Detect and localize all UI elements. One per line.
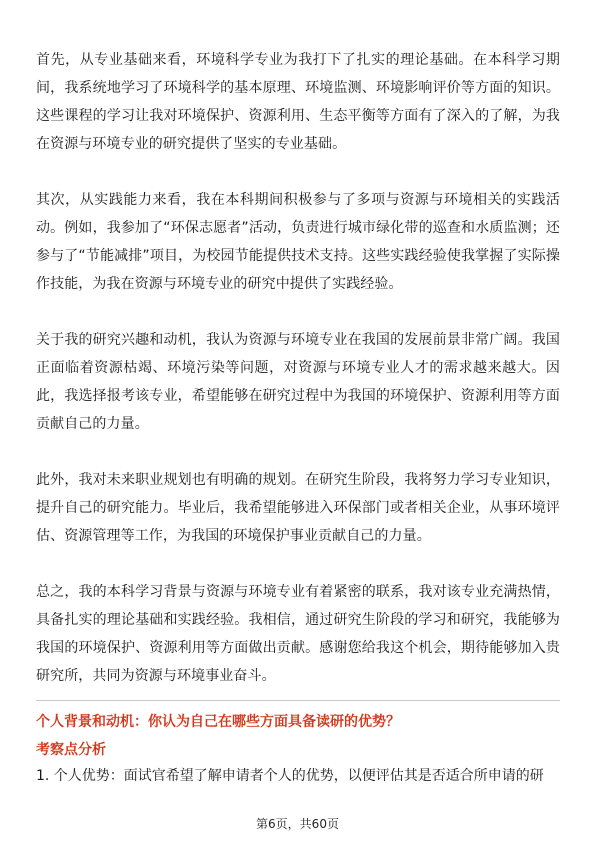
section-divider xyxy=(36,700,560,701)
document-body xyxy=(36,46,560,789)
analysis-heading: 考察点分析 xyxy=(36,742,106,758)
paragraph-conclusion: 总之，我的本科学习背景与资源与环境专业有着紧密的联系，我对该专业充满热情，具备扎实的理论基础和实践经验。我相信，通过研究生阶段的学习和研究，我能够为我国的环境保护、资源利用等方面做出贡献。感谢您给我这个机会，期待能够加入贵研究所，共同为资源与环境事业奋斗。 xyxy=(36,584,560,684)
paragraph-motivation: 关于我的研究兴趣和动机，我认为资源与环境专业在我国的发展前景非常广阔。我国正面临着资源枯竭、环境污染等问题，对资源与环境专业人才的需求越来越大。因此，我选择报考该专业，希望能够在研究过程中为我国的环境保护、资源利用等方面贡献自己的力量。 xyxy=(36,332,560,432)
paragraph-foundation: 首先，从专业基础来看，环境科学专业为我打下了扎实的理论基础。在本科学习期间，我系统地学习了环境科学的基本原理、环境监测、环境影响评价等方面的知识。这些课程的学习让我对环境保护、资源利用、生态平衡等方面有了深入的了解，为我在资源与环境专业的研究提供了坚实的专业基础。 xyxy=(36,52,560,152)
interview-question: 个人背景和动机：你认为自己在哪些方面具备读研的优势？ xyxy=(36,714,400,730)
page-number: 第6页，共60页 xyxy=(256,817,339,831)
paragraph-career-plan: 此外，我对未来职业规划也有明确的规划。在研究生阶段，我将努力学习专业知识，提升自己的研究能力。毕业后，我希望能够进入环保部门或者相关企业，从事环境评估、资源管理等工作，为我国的环境保护事业贡献自己的力量。 xyxy=(36,472,560,544)
analysis-item-1: 1. 个人优势：面试官希望了解申请者个人的优势，以便评估其是否适合所申请的研 xyxy=(36,768,544,784)
paragraph-practice: 其次，从实践能力来看，我在本科期间积极参与了多项与资源与环境相关的实践活动。例如，我参加了“环保志愿者”活动，负责进行城市绿化带的巡查和水质监测；还参与了“节能减排”项目，为校园节能提供技术支持。这些实践经验使我掌握了实际操作技能，为我在资源与环境专业的研究中提供了实践经验。 xyxy=(36,192,560,292)
